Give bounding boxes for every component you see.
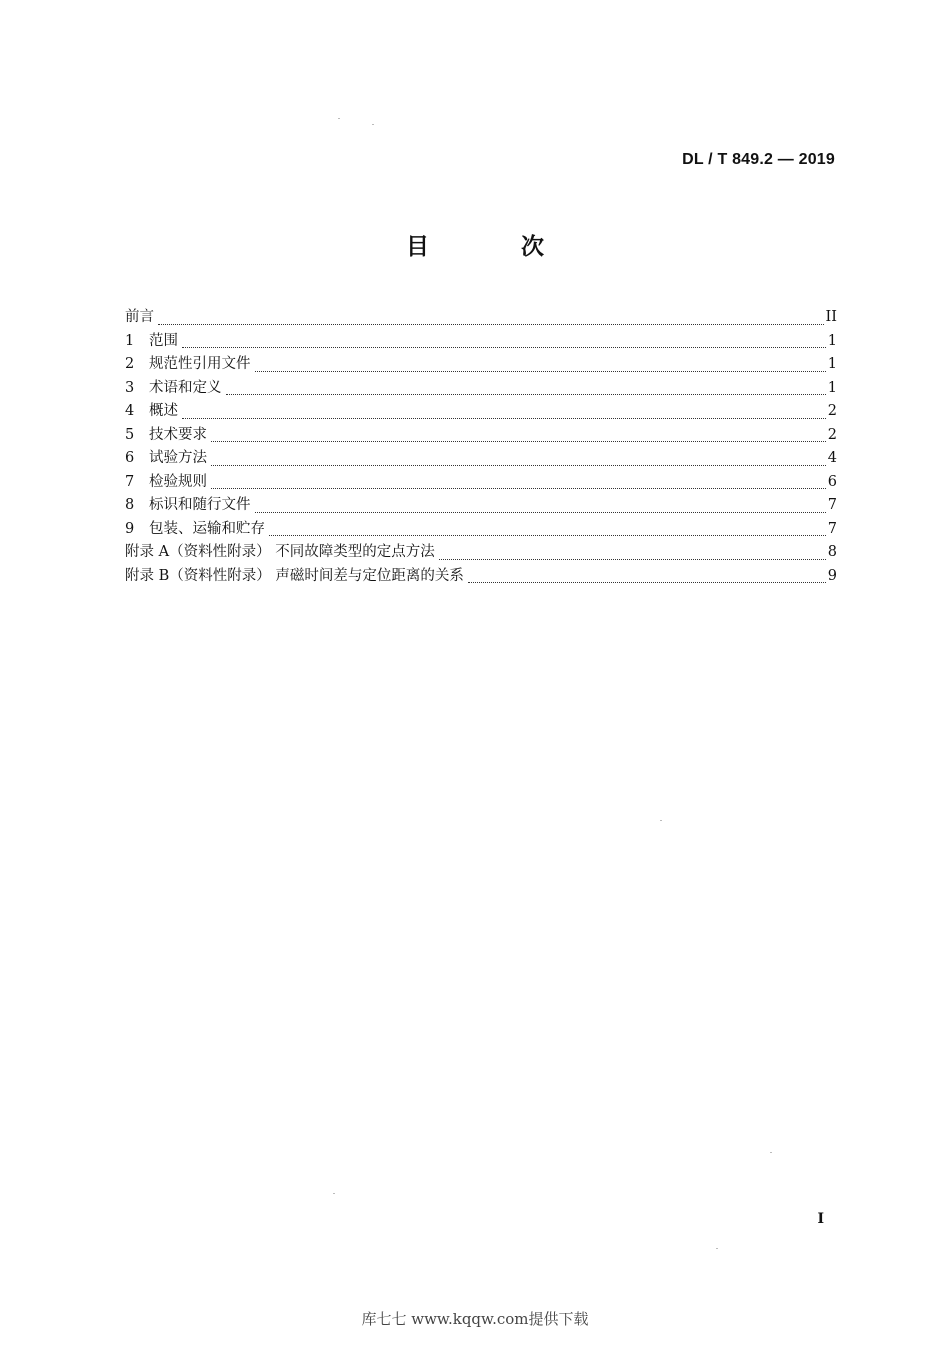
toc-entry-page: 6 <box>827 473 837 490</box>
toc-entry-4[interactable] <box>125 399 837 423</box>
toc-entry-page: 1 <box>827 379 837 396</box>
toc-entry-number: 3 <box>125 379 135 396</box>
toc-leader-dots <box>182 346 826 348</box>
toc-leader-dots <box>211 464 826 466</box>
standard-number: DL / T 849.2 — 2019 <box>682 151 835 168</box>
toc-entry-number: 2 <box>125 356 135 372</box>
toc-entry-foreword[interactable] <box>125 305 837 329</box>
toc-leader-dots <box>468 581 826 583</box>
toc-entry-number: 5 <box>125 426 135 443</box>
toc-entry-number: 6 <box>125 450 135 466</box>
toc-entry-6[interactable] <box>125 446 837 470</box>
toc-leader-dots <box>182 417 826 419</box>
scan-speck <box>770 1152 772 1153</box>
toc-entry-label: 标识和随行文件 <box>149 497 251 513</box>
toc-entry-label: 前言 <box>125 309 154 325</box>
toc-entry-page: 9 <box>827 567 837 584</box>
toc-leader-dots <box>255 511 826 513</box>
toc-leader-dots <box>211 440 826 442</box>
toc-entry-number: 7 <box>125 473 135 490</box>
toc-entry-appendix-a[interactable] <box>125 540 837 564</box>
toc-leader-dots <box>269 534 826 536</box>
scan-speck <box>660 820 662 821</box>
toc-entry-9[interactable] <box>125 517 837 541</box>
toc-leader-dots <box>211 487 826 489</box>
toc-entry-label: 规范性引用文件 <box>149 356 251 372</box>
toc-entry-5[interactable] <box>125 423 837 447</box>
table-of-contents <box>125 305 837 587</box>
toc-entry-label: 附录 B（资料性附录） 声磁时间差与定位距离的关系 <box>125 567 464 584</box>
toc-entry-appendix-b[interactable] <box>125 564 837 588</box>
scan-speck <box>716 1248 718 1249</box>
toc-entry-label: 附录 A（资料性附录） 不同故障类型的定点方法 <box>125 544 435 560</box>
toc-entry-number: 1 <box>125 332 135 349</box>
toc-entry-number: 8 <box>125 497 135 513</box>
toc-leader-dots <box>226 393 826 395</box>
toc-leader-dots <box>158 323 824 325</box>
toc-entry-label: 包装、运输和贮存 <box>149 520 265 537</box>
toc-entry-number: 4 <box>125 403 135 419</box>
toc-entry-page: 7 <box>827 497 837 513</box>
toc-entry-7[interactable] <box>125 470 837 494</box>
toc-entry-label: 试验方法 <box>149 450 207 466</box>
download-credit: 库七七 www.kqqw.com提供下载 <box>361 1310 589 1328</box>
scan-speck <box>338 118 340 119</box>
scan-speck <box>333 1193 335 1194</box>
toc-entry-page: 1 <box>827 356 837 372</box>
toc-leader-dots <box>255 370 826 372</box>
toc-entry-label: 技术要求 <box>149 426 207 443</box>
toc-entry-number: 9 <box>125 520 135 537</box>
toc-entry-1[interactable] <box>125 329 837 353</box>
toc-entry-3[interactable] <box>125 376 837 400</box>
toc-entry-label: 概述 <box>149 403 178 419</box>
scan-speck <box>372 124 374 125</box>
toc-entry-page: 2 <box>827 426 837 443</box>
toc-entry-page: 7 <box>827 520 837 537</box>
toc-entry-page: 8 <box>827 544 837 560</box>
toc-entry-label: 检验规则 <box>149 473 207 490</box>
toc-title: 目 次 <box>405 234 586 260</box>
toc-entry-page: II <box>825 309 837 325</box>
toc-entry-2[interactable] <box>125 352 837 376</box>
toc-entry-8[interactable] <box>125 493 837 517</box>
toc-entry-page: 4 <box>827 450 837 466</box>
toc-entry-label: 范围 <box>149 332 178 349</box>
toc-leader-dots <box>439 558 826 560</box>
toc-entry-page: 1 <box>827 332 837 349</box>
page-number: I <box>817 1211 824 1227</box>
toc-entry-label: 术语和定义 <box>149 379 222 396</box>
toc-entry-page: 2 <box>827 403 837 419</box>
